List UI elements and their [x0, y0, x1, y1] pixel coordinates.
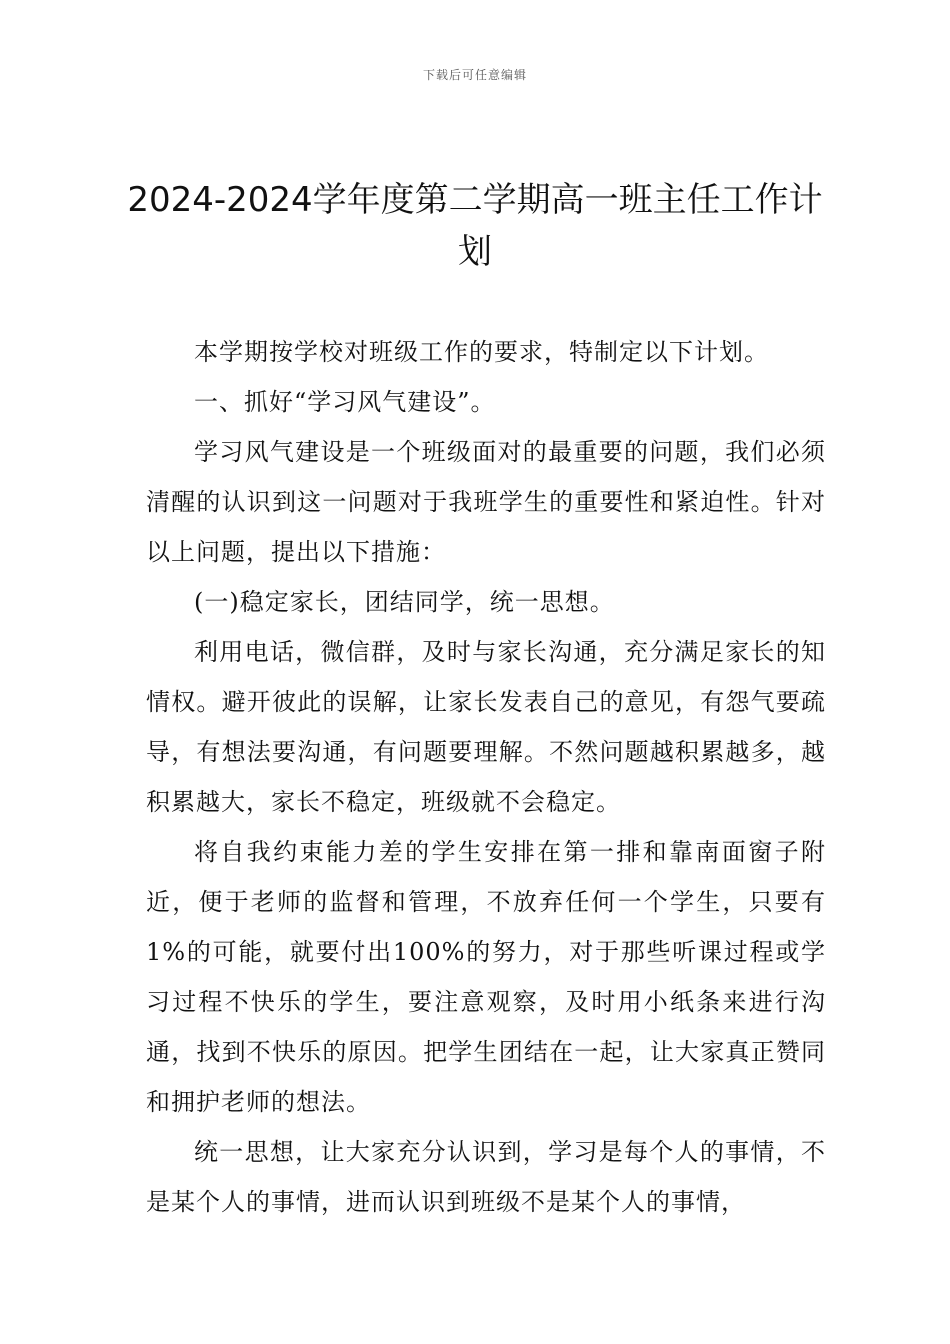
paragraph: 学习风气建设是一个班级面对的最重要的问题，我们必须清醒的认识到这一问题对于我班学生的重要性和紧迫性。针对以上问题，提出以下措施： [146, 438, 826, 566]
paragraph: 将自我约束能力差的学生安排在第一排和靠南面窗子附近，便于老师的监督和管理，不放弃任何一个学生，只要有1%的可能，就要付出100%的努力，对于那些听课过程或学习过程不快乐的学生，要注意观察，及时用小纸条来进行沟通，找到不快乐的原因。把学生团结在一起，让大家真正赞同和拥护老师的想法。 [146, 838, 826, 1116]
header-note: 下载后可任意编辑 [422, 68, 527, 82]
document-title: 2024-2024学年度第二学期高一班主任工作计划 [127, 180, 823, 272]
paragraph: 本学期按学校对班级工作的要求，特制定以下计划。 [194, 338, 769, 366]
section-heading: 一、抓好“学习风气建设”。 [194, 388, 496, 416]
subsection-heading: (一)稳定家长，团结同学，统一思想。 [194, 588, 615, 616]
paragraph: 统一思想，让大家充分认识到，学习是每个人的事情，不是某个人的事情，进而认识到班级不是某个人的事情， [146, 1138, 826, 1216]
paragraph: 利用电话，微信群，及时与家长沟通，充分满足家长的知情权。避开彼此的误解，让家长发表自己的意见，有怨气要疏导，有想法要沟通，有问题要理解。不然问题越积累越多，越积累越大，家长不稳定，班级就不会稳定。 [146, 638, 826, 816]
document-body [146, 327, 826, 1227]
